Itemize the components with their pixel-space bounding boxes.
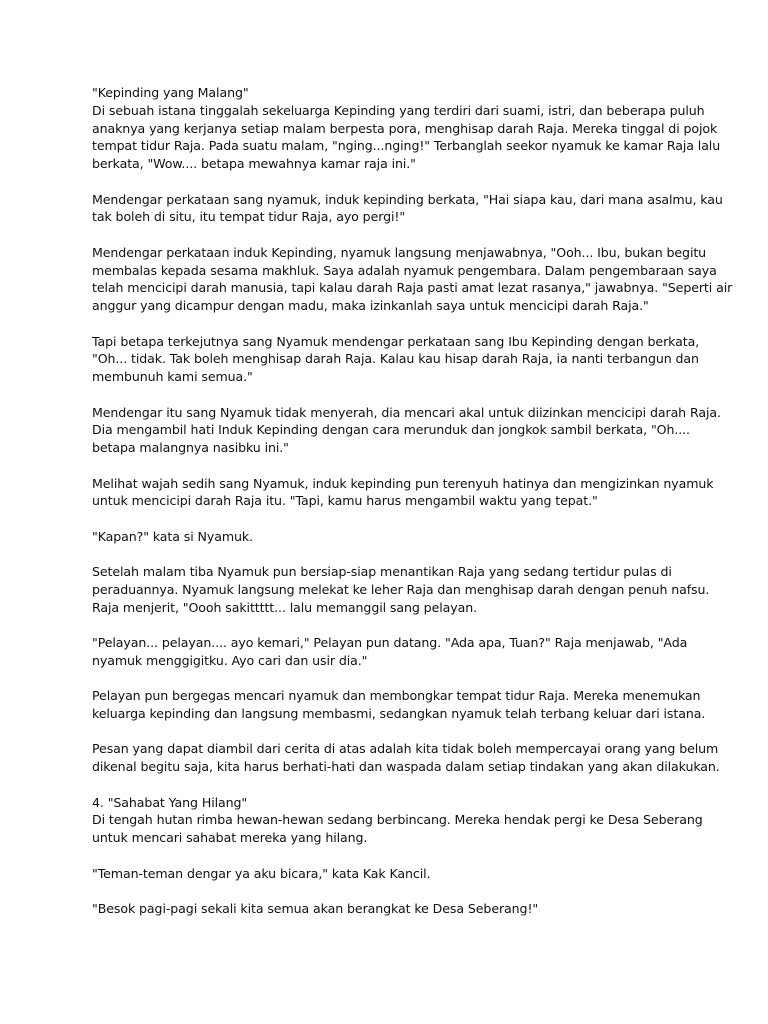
paragraph bbox=[92, 191, 723, 227]
text-line: Mendengar itu sang Nyamuk tidak menyerah, dia mencari akal untuk diizinkan mencicipi darah Raja. bbox=[92, 404, 721, 420]
paragraph bbox=[92, 244, 733, 315]
paragraph bbox=[92, 475, 714, 511]
paragraph bbox=[92, 687, 706, 723]
text-line: tempat tidur Raja. Pada suatu malam, "nging...nging!" Terbanglah seekor nyamuk ke kamar Raja lalu bbox=[92, 138, 721, 154]
text-line: "Teman-teman dengar ya aku bicara," kata Kak Kancil. bbox=[92, 865, 431, 881]
text-line: Mendengar perkataan sang nyamuk, induk kepinding berkata, "Hai siapa kau, dari mana asalmu, kau bbox=[92, 191, 723, 207]
text-line: telah mencicipi darah manusia, tapi kalau darah Raja pasti amat lezat rasanya," jawabnya. "Seperti air bbox=[92, 280, 733, 296]
text-line: Dia mengambil hati Induk Kepinding dengan cara merunduk dan jongkok sambil berkata, "Oh.... bbox=[92, 422, 690, 438]
text-line: Setelah malam tiba Nyamuk pun bersiap-siap menantikan Raja yang sedang tertidur pulas di bbox=[92, 564, 672, 580]
text-line: "Kapan?" kata si Nyamuk. bbox=[92, 528, 253, 544]
paragraph bbox=[92, 563, 710, 616]
text-line: untuk mencari sahabat mereka yang hilang. bbox=[92, 830, 368, 846]
text-line: dikenal begitu saja, kita harus berhati-hati dan waspada dalam setiap tindakan yang akan dilakukan. bbox=[92, 759, 720, 775]
text-line: peraduannya. Nyamuk langsung melekat ke leher Raja dan menghisap darah dengan penuh nafsu. bbox=[92, 581, 710, 597]
paragraph bbox=[92, 333, 700, 386]
text-line: nyamuk menggigitku. Ayo cari dan usir dia." bbox=[92, 652, 368, 668]
text-line: "Besok pagi-pagi sekali kita semua akan berangkat ke Desa Seberang!" bbox=[92, 901, 539, 917]
text-line: "Pelayan... pelayan.... ayo kemari," Pelayan pun datang. "Ada apa, Tuan?" Raja menjawab, "Ada bbox=[92, 635, 688, 651]
paragraph-story-title-kepinding bbox=[92, 84, 721, 173]
text-line: anaknya yang kerjanya setiap malam berpesta pora, menghisap darah Raja. Mereka tinggal di pojok bbox=[92, 120, 718, 136]
paragraph bbox=[92, 634, 692, 670]
paragraph bbox=[92, 900, 692, 918]
text-line: betapa malangnya nasibku ini." bbox=[92, 440, 289, 456]
paragraph bbox=[92, 404, 721, 457]
text-line: keluarga kepinding dan langsung membasmi, sedangkan nyamuk telah terbang keluar dari istana. bbox=[92, 706, 706, 722]
text-line: "Kepinding yang Malang" bbox=[92, 85, 249, 100]
paragraph bbox=[92, 528, 692, 546]
text-line: untuk mencicipi darah Raja itu. "Tapi, kamu harus mengambil waktu yang tepat." bbox=[92, 493, 598, 509]
text-line: 4. "Sahabat Yang Hilang" bbox=[92, 794, 248, 810]
paragraph-story-title-sahabat bbox=[92, 794, 703, 847]
text-line: tak boleh di situ, itu tempat tidur Raja, ayo pergi!" bbox=[92, 209, 406, 225]
paragraph-moral bbox=[92, 740, 720, 776]
text-line: Di sebuah istana tinggalah sekeluarga Kepinding yang terdiri dari suami, istri, dan beberapa puluh bbox=[92, 102, 705, 118]
paragraph bbox=[92, 865, 692, 883]
text-line: "Oh... tidak. Tak boleh menghisap darah Raja. Kalau kau hisap darah Raja, ia nanti terbangun dan bbox=[92, 351, 699, 367]
text-line: Di tengah hutan rimba hewan-hewan sedang berbincang. Mereka hendak pergi ke Desa Seberang bbox=[92, 812, 703, 828]
text-line: membalas kepada sesama makhluk. Saya adalah nyamuk pengembara. Dalam pengembaraan saya bbox=[92, 262, 717, 278]
text-line: Tapi betapa terkejutnya sang Nyamuk mendengar perkataan sang Ibu Kepinding dengan berkata, bbox=[92, 333, 700, 349]
document-page bbox=[92, 84, 733, 935]
text-line: membunuh kami semua." bbox=[92, 369, 253, 385]
text-line: Raja menjerit, "Oooh sakittttt... lalu memanggil sang pelayan. bbox=[92, 599, 477, 615]
text-line: Mendengar perkataan induk Kepinding, nyamuk langsung menjawabnya, "Ooh... Ibu, bukan begitu bbox=[92, 244, 707, 260]
text-line: anggur yang dicampur dengan madu, maka izinkanlah saya untuk mencicipi darah Raja." bbox=[92, 298, 649, 314]
text-line: Pelayan pun bergegas mencari nyamuk dan membongkar tempat tidur Raja. Mereka menemukan bbox=[92, 688, 701, 704]
text-line: Pesan yang dapat diambil dari cerita di atas adalah kita tidak boleh mempercayai orang yang belum bbox=[92, 741, 719, 757]
text-line: Melihat wajah sedih sang Nyamuk, induk kepinding pun terenyuh hatinya dan mengizinkan nyamuk bbox=[92, 475, 714, 491]
text-line: berkata, "Wow.... betapa mewahnya kamar raja ini." bbox=[92, 156, 416, 172]
